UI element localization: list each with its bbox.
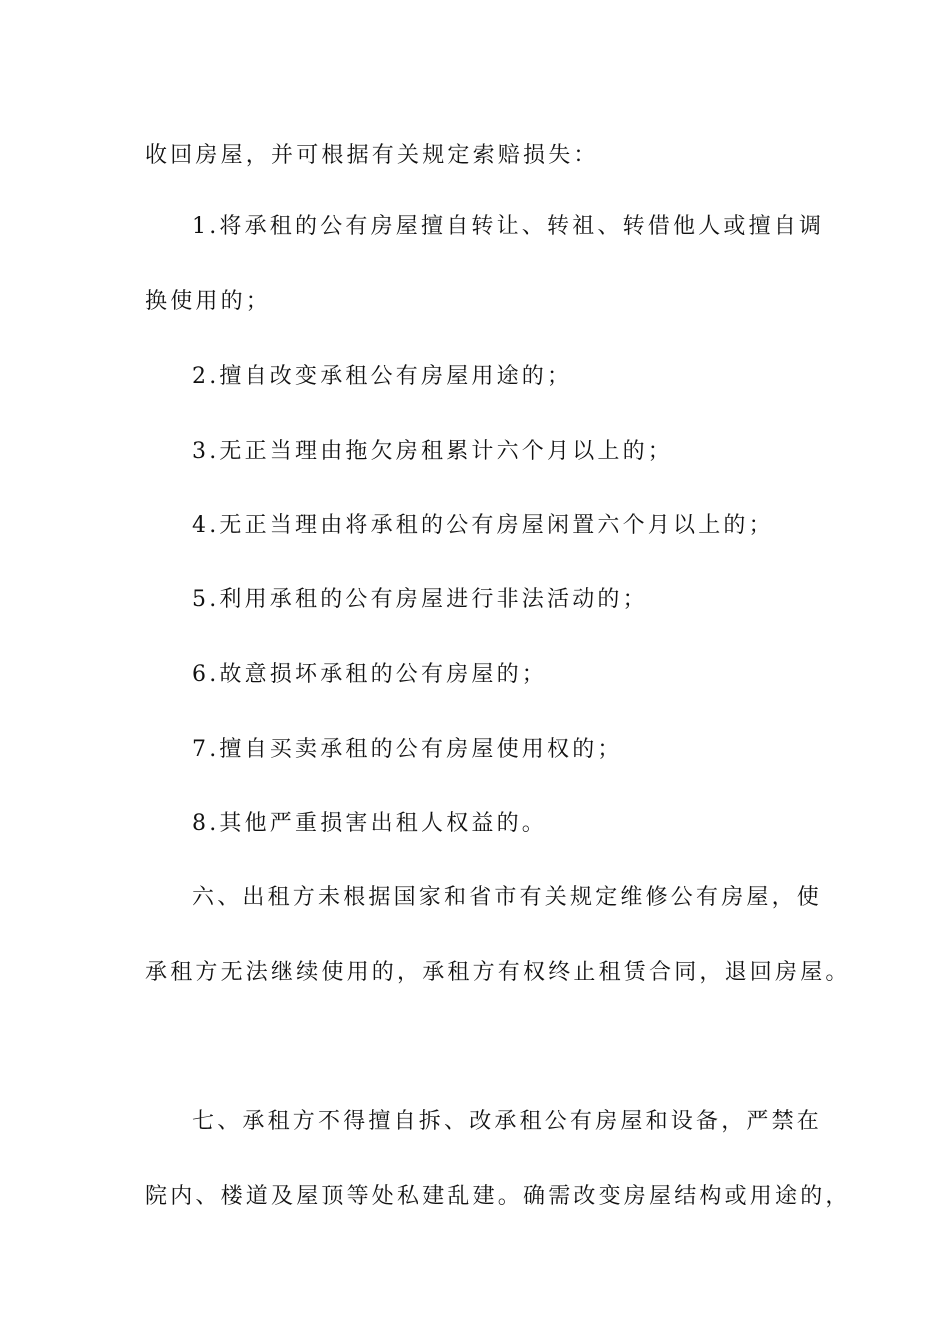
clause-seven-line-1: 七、承租方不得擅自拆、改承租公有房屋和设备，严禁在 [192, 1109, 823, 1134]
list-item-6: 6.故意损坏承租的公有房屋的； [192, 662, 547, 687]
list-item-5: 5.利用承租的公有房屋进行非法活动的； [192, 587, 648, 612]
list-item-1-line-2: 换使用的； [145, 289, 272, 314]
paragraph-line: 收回房屋，并可根据有关规定索赔损失： [145, 143, 599, 168]
list-item-7: 7.擅自买卖承租的公有房屋使用权的； [192, 737, 623, 762]
clause-six-line-1: 六、出租方未根据国家和省市有关规定维修公有房屋，使 [192, 885, 823, 910]
list-item-1-line-1: 1.将承租的公有房屋擅自转让、转祖、转借他人或擅自调 [192, 214, 825, 239]
clause-seven-line-2: 院内、楼道及屋顶等处私建乱建。确需改变房屋结构或用途的， [145, 1184, 851, 1209]
clause-six-line-2: 承租方无法继续使用的，承租方有权终止租赁合同，退回房屋。 [145, 960, 851, 985]
list-item-4: 4.无正当理由将承租的公有房屋闲置六个月以上的； [192, 513, 774, 538]
list-item-2: 2.擅自改变承租公有房屋用途的； [192, 364, 573, 389]
list-item-8: 8.其他严重损害出租人权益的。 [192, 811, 547, 836]
list-item-3: 3.无正当理由拖欠房租累计六个月以上的； [192, 439, 673, 464]
